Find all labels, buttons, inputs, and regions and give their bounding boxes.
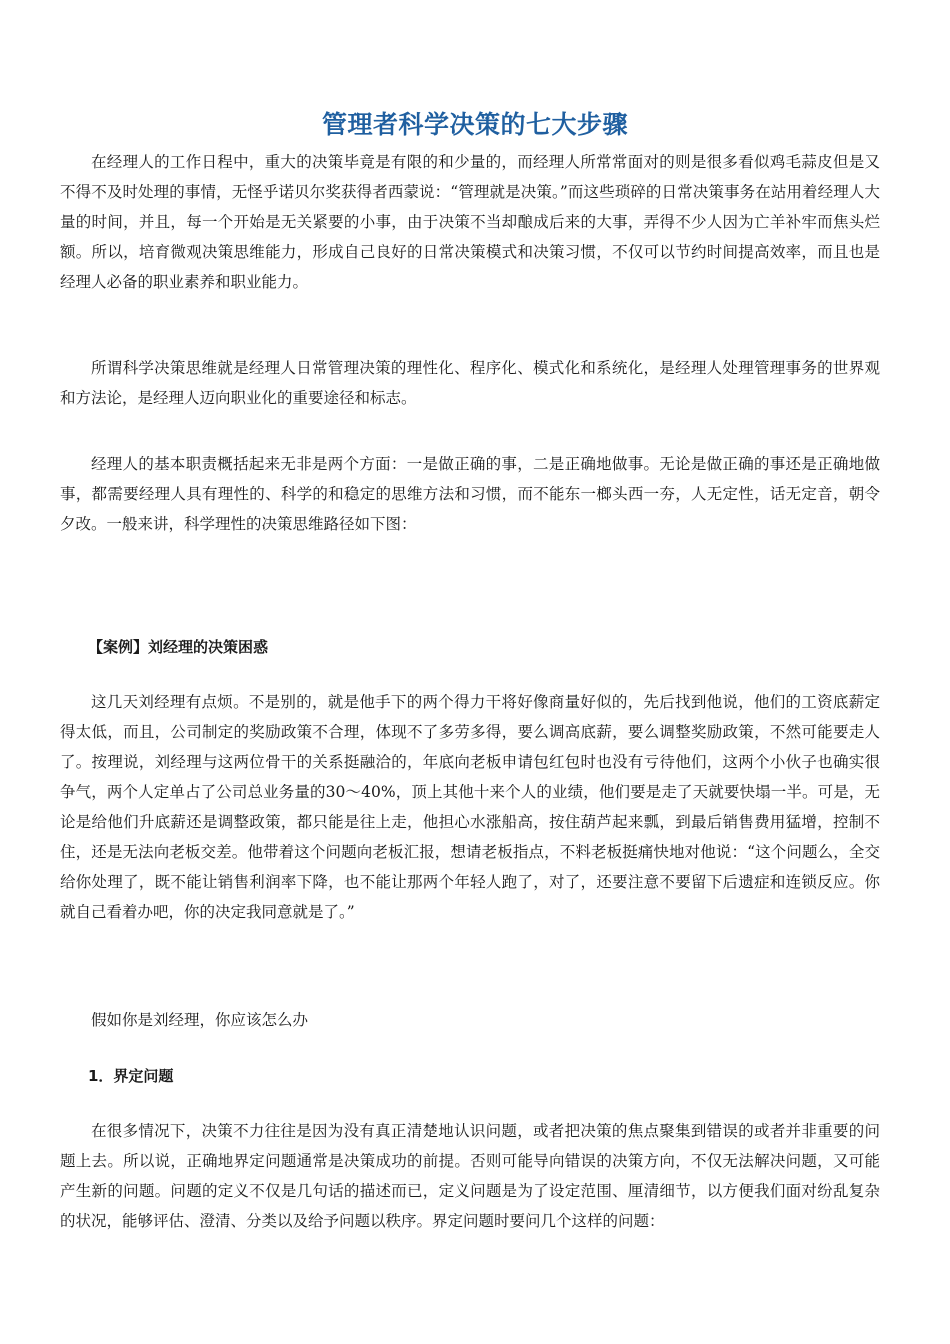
question-paragraph: 假如你是刘经理，你应该怎么办: [91, 1011, 309, 1029]
intro-paragraph: 在经理人的工作日程中，重大的决策毕竟是有限的和少量的，而经理人所常常面对的则是很多看似鸡毛蒜皮但是又不得不及时处理的事情，无怪乎诺贝尔奖获得者西蒙说：“管理就是决策。”而这些琐碎的日常决策事务在站用着经理人大量的时间，并且，每一个开始是无关紧要的小事，由于决策不当却酿成后来的大事，弄得不少人因为亡羊补牢而焦头烂额。所以，培育微观决策思维能力，形成自己良好的日常决策模式和决策习惯，不仅可以节约时间提高效率，而且也是经理人必备的职业素养和职业能力。: [60, 153, 880, 291]
page-title: 管理者科学决策的七大步骤: [321, 109, 628, 139]
step1-paragraph: 在很多情况下，决策不力往往是因为没有真正清楚地认识问题，或者把决策的焦点聚集到错误的或者并非重要的问题上去。所以说，正确地界定问题通常是决策成功的前提。否则可能导向错误的决策方向，不仅无法解决问题，又可能产生新的问题。问题的定义不仅是几句话的描述而已，定义问题是为了设定范围、厘清细节，以方便我们面对纷乱复杂的状况，能够评估、澄清、分类以及给予问题以秩序。界定问题时要问几个这样的问题：: [60, 1122, 880, 1230]
case-paragraph: 这几天刘经理有点烦。不是别的，就是他手下的两个得力干将好像商量好似的，先后找到他说，他们的工资底薪定得太低，而且，公司制定的奖励政策不合理，体现不了多劳多得，要么调高底薪，要么调整奖励政策，不然可能要走人了。按理说，刘经理与这两位骨干的关系挺融洽的，年底向老板申请包红包时也没有亏待他们，这两个小伙子也确实很争气，两个人定单占了公司总业务量的30～40%，顶上其他十来个人的业绩，他们要是走了天就要快塌一半。可是，无论是给他们升底薪还是调整政策，都只能是往上走，他担心水涨船高，按住葫芦起来瓢，到最后销售费用猛增，控制不住，还是无法向老板交差。他带着这个问题向老板汇报，想请老板指点，不料老板挺痛快地对他说：“这个问题么，全交给你处理了，既不能让销售利润率下降，也不能让那两个年轻人跑了，对了，还要注意不要留下后遗症和连锁反应。你就自己看着办吧，你的决定我同意就是了。”: [60, 693, 880, 921]
case-heading: 【案例】刘经理的决策困惑: [88, 638, 269, 656]
step1-heading: 1．界定问题: [88, 1067, 174, 1085]
definition-paragraph: 所谓科学决策思维就是经理人日常管理决策的理性化、程序化、模式化和系统化，是经理人处理管理事务的世界观和方法论，是经理人迈向职业化的重要途径和标志。: [60, 359, 880, 407]
duties-paragraph: 经理人的基本职责概括起来无非是两个方面：一是做正确的事，二是正确地做事。无论是做正确的事还是正确地做事，都需要经理人具有理性的、科学的和稳定的思维方法和习惯，而不能东一榔头西一夯，人无定性，话无定音，朝令夕改。一般来讲，科学理性的决策思维路径如下图：: [60, 455, 880, 533]
